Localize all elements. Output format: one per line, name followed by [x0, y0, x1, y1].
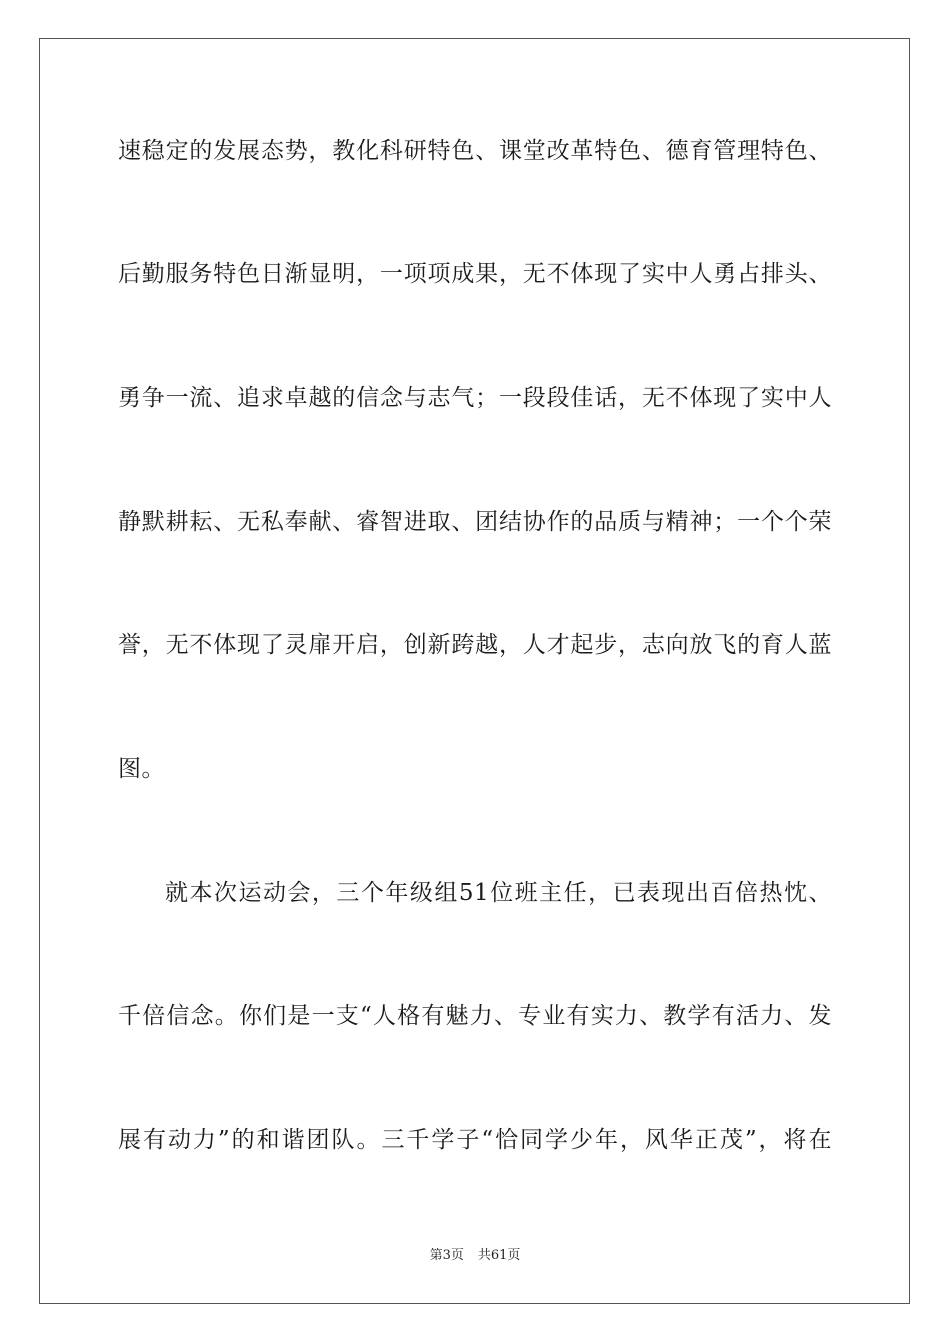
- text-line-1: 速稳定的发展态势，教化科研特色、课堂改革特色、德育管理特色、: [118, 138, 832, 164]
- page-number: 第3页: [429, 1248, 464, 1263]
- page-border: [39, 38, 910, 1304]
- page-footer: [0, 1247, 950, 1265]
- text-line-5: 誉，无不体现了灵扉开启，创新跨越，人才起步，志向放飞的育人蓝: [118, 632, 832, 658]
- text-line-6: 图。: [118, 756, 165, 782]
- text-line-7: 就本次运动会，三个年级组51位班主任，已表现出百倍热忱、: [165, 880, 832, 906]
- text-line-9: 展有动力”的和谐团队。三千学子“恰同学少年，风华正茂”，将在: [118, 1127, 832, 1153]
- text-line-4: 静默耕耘、无私奉献、睿智进取、团结协作的品质与精神；一个个荣: [118, 509, 832, 535]
- text-line-3: 勇争一流、追求卓越的信念与志气；一段段佳话，无不体现了实中人: [118, 385, 832, 411]
- page-total: 共61页: [477, 1248, 521, 1263]
- text-line-2: 后勤服务特色日渐显明，一项项成果，无不体现了实中人勇占排头、: [118, 261, 832, 287]
- text-line-8: 千倍信念。你们是一支“人格有魅力、专业有实力、教学有活力、发: [118, 1003, 832, 1029]
